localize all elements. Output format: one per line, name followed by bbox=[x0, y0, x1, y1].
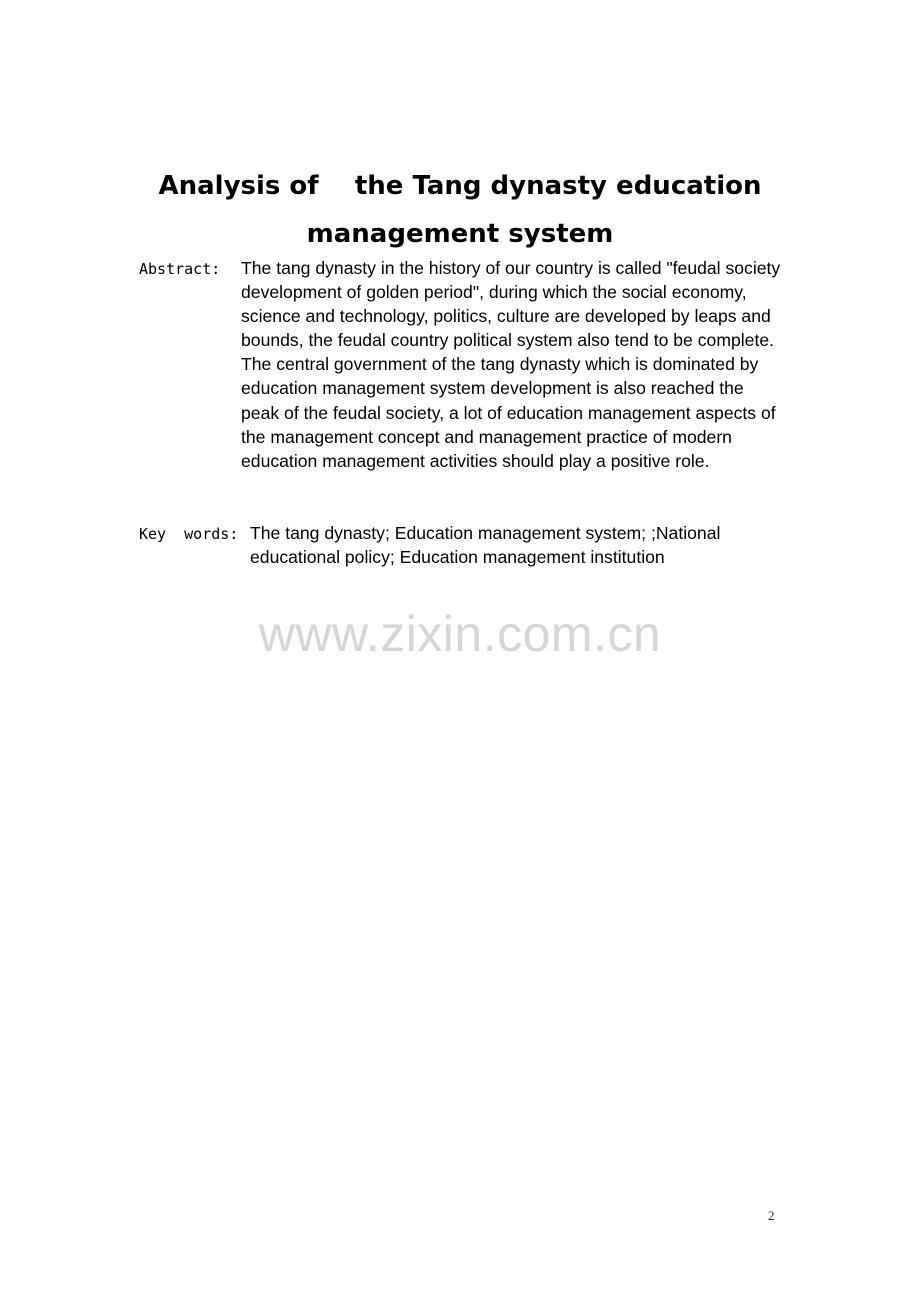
abstract-label: Abstract: bbox=[139, 260, 221, 278]
abstract-text: The tang dynasty in the history of our country is called "feudal society development of golden period", during which the social economy, science and technology, politics, culture are developed by leaps and bounds, the feudal country political system also tend to be complete. The central government of the tang dynasty which is dominated by education management system development is also reached the peak of the feudal society, a lot of education management aspects of the management concept and management practice of modern education management activities should play a positive role. bbox=[241, 258, 781, 471]
document-title-line-1: Analysis of the Tang dynasty education bbox=[158, 171, 762, 201]
watermark: www.zixin.com.cn bbox=[258, 606, 662, 662]
document-title-line-2: management system bbox=[306, 219, 614, 249]
keywords-text: The tang dynasty; Education management system; ;National educational policy; Education management institution bbox=[250, 523, 721, 568]
keywords-label: Key words: bbox=[139, 525, 239, 543]
page-number: 2 bbox=[768, 1208, 775, 1223]
